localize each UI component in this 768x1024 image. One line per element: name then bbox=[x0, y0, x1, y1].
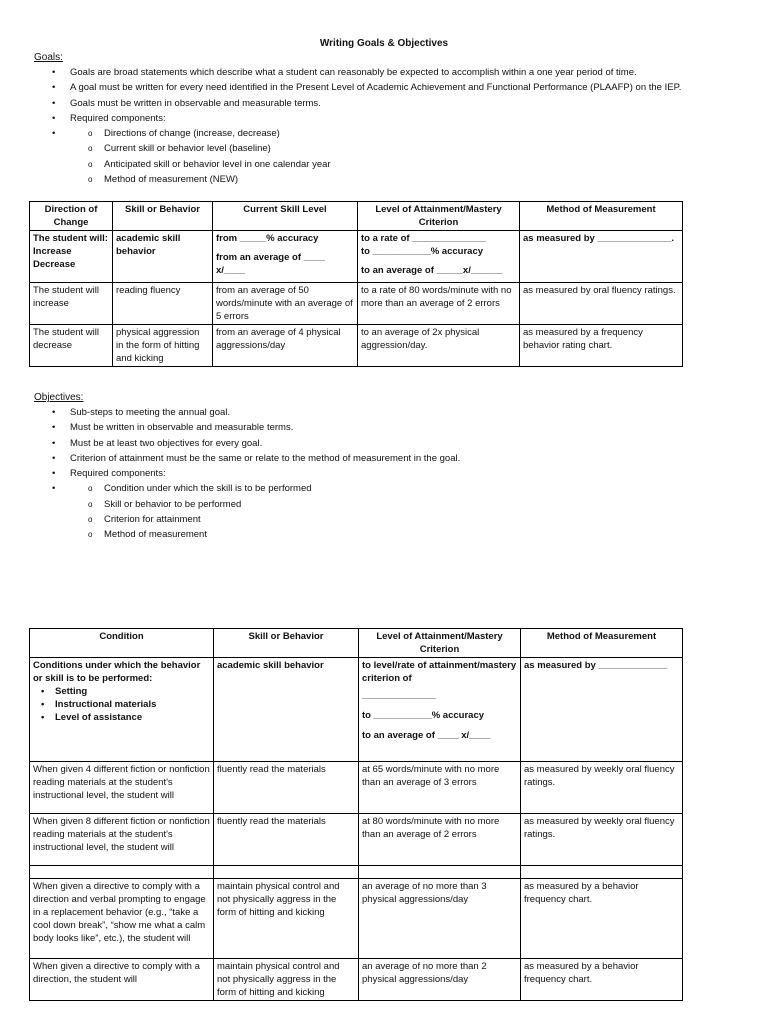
condition-cell: When given a directive to comply with a direction and verbal prompting to engage in a replacement behavior (e.g., “take a cool down break”, “show me what a calm body looks like”, etc.), the student will bbox=[30, 879, 214, 959]
skill-cell: reading fluency bbox=[113, 283, 213, 325]
skill-cell: fluently read the materials bbox=[214, 814, 359, 866]
attain-cell: to a rate of 80 words/minute with no more than an average of 2 errors bbox=[358, 283, 520, 325]
condition-cell: When given 4 different fiction or nonfiction reading materials at the student's instructional level, the student will bbox=[30, 762, 214, 814]
list-item: o Method of measurement (NEW) bbox=[52, 172, 752, 187]
method-cell: as measured by a frequency behavior rating chart. bbox=[520, 325, 683, 367]
attain-line: ______________ bbox=[362, 690, 436, 701]
condition-items bbox=[33, 685, 210, 724]
empty-cell bbox=[30, 866, 214, 879]
table-row bbox=[30, 231, 683, 283]
condition-text: Conditions under which the behavior or skill is to be performed: bbox=[33, 660, 201, 684]
list-item: o Current skill or behavior level (baseline) bbox=[52, 141, 752, 156]
table-row bbox=[30, 814, 683, 866]
list-item: • Instructional materials bbox=[55, 698, 210, 711]
empty-cell bbox=[359, 866, 521, 879]
attain-line: to level/rate of attainment/mastery criterion of bbox=[362, 660, 517, 684]
method-cell: as measured by weekly oral fluency ratings. bbox=[521, 762, 683, 814]
skill-cell: academic skill behavior bbox=[113, 231, 213, 283]
method-cell: as measured by a behavior frequency chart. bbox=[521, 959, 683, 1001]
current-line: from an average of ____ x/____ bbox=[216, 252, 325, 276]
attain-cell: an average of no more than 2 physical aggressions/day bbox=[359, 959, 521, 1001]
list-item: • Goals are broad statements which describe what a student can reasonably be expected to accomplish within a one year period of time. bbox=[52, 65, 752, 80]
list-item: • Criterion of attainment must be the same or relate to the method of measurement in the goal. bbox=[52, 451, 752, 466]
list-item: • Setting bbox=[55, 685, 210, 698]
list-item: • Must be at least two objectives for every goal. bbox=[52, 436, 752, 451]
method-cell: as measured by weekly oral fluency ratings. bbox=[521, 814, 683, 866]
table-header: Skill or Behavior bbox=[113, 202, 213, 231]
table-row bbox=[30, 283, 683, 325]
condition-cell: When given a directive to comply with a direction, the student will bbox=[30, 959, 214, 1001]
goals-list bbox=[52, 65, 752, 187]
page-title: Writing Goals & Objectives bbox=[319, 38, 449, 49]
list-item: • Goals must be written in observable and measurable terms. bbox=[52, 96, 752, 111]
condition-cell bbox=[30, 658, 214, 762]
attain-line: to an average of _____x/______ bbox=[361, 265, 503, 276]
list-item: o Skill or behavior to be performed bbox=[52, 497, 752, 512]
method-cell: as measured by oral fluency ratings. bbox=[520, 283, 683, 325]
table-row bbox=[30, 762, 683, 814]
direction-line: Decrease bbox=[33, 259, 76, 270]
direction-cell: The student will decrease bbox=[30, 325, 113, 367]
attain-line: to an average of ____ x/____ bbox=[362, 730, 491, 741]
current-cell: from an average of 50 words/minute with an average of 5 errors bbox=[213, 283, 358, 325]
list-item: o Method of measurement bbox=[52, 527, 752, 542]
current-cell bbox=[213, 231, 358, 283]
attain-cell: at 65 words/minute with no more than an average of 3 errors bbox=[359, 762, 521, 814]
empty-cell bbox=[521, 866, 683, 879]
table-header: Skill or Behavior bbox=[214, 629, 359, 658]
skill-cell: physical aggression in the form of hitting and kicking bbox=[113, 325, 213, 367]
direction-cell: The student will increase bbox=[30, 283, 113, 325]
list-item: o • Condition under which the skill is to be performed bbox=[52, 481, 752, 496]
skill-cell: maintain physical control and not physically aggress in the form of hitting and kicking bbox=[214, 959, 359, 1001]
objectives-list bbox=[52, 405, 752, 543]
attain-line: to ___________% accuracy bbox=[362, 710, 485, 721]
table-header: Level of Attainment/Mastery Criterion bbox=[358, 202, 520, 231]
table-row bbox=[30, 325, 683, 367]
direction-line: Increase bbox=[33, 246, 72, 257]
goals-heading: Goals: bbox=[34, 52, 63, 63]
method-cell: as measured by ______________. bbox=[520, 231, 683, 283]
table-header: Method of Measurement bbox=[520, 202, 683, 231]
goal-table bbox=[29, 201, 683, 367]
list-item: • Sub-steps to meeting the annual goal. bbox=[52, 405, 752, 420]
objective-table bbox=[29, 628, 683, 1001]
objectives-heading: Objectives: bbox=[34, 392, 84, 403]
skill-cell: maintain physical control and not physically aggress in the form of hitting and kicking bbox=[214, 879, 359, 959]
list-item: • Required components: bbox=[52, 111, 752, 126]
empty-cell bbox=[214, 866, 359, 879]
goals-components bbox=[52, 126, 752, 187]
direction-cell bbox=[30, 231, 113, 283]
method-cell: as measured by _____________ bbox=[521, 658, 683, 762]
table-header: Current Skill Level bbox=[213, 202, 358, 231]
list-item: • Must be written in observable and measurable terms. bbox=[52, 420, 752, 435]
attain-cell: at 80 words/minute with no more than an average of 2 errors bbox=[359, 814, 521, 866]
table-row bbox=[30, 879, 683, 959]
table-header: Condition bbox=[30, 629, 214, 658]
attain-line: to a rate of ______________ bbox=[361, 233, 487, 244]
list-item: o Anticipated skill or behavior level in one calendar year bbox=[52, 157, 752, 172]
table-header: Direction of Change bbox=[30, 202, 113, 231]
condition-cell: When given 8 different fiction or nonfiction reading materials at the student's instructional level, the student will bbox=[30, 814, 214, 866]
table-row bbox=[30, 959, 683, 1001]
list-item: • Required components: bbox=[52, 466, 752, 481]
current-line: from _____% accuracy bbox=[216, 233, 319, 244]
list-item: • A goal must be written for every need identified in the Present Level of Academic Achievement and Functional Performance (PLAAFP) on the IEP. bbox=[52, 80, 752, 95]
list-item: o Criterion for attainment bbox=[52, 512, 752, 527]
table-row bbox=[30, 658, 683, 762]
attain-cell bbox=[358, 231, 520, 283]
direction-line: The student will: bbox=[33, 233, 108, 244]
skill-cell: fluently read the materials bbox=[214, 762, 359, 814]
attain-cell: an average of no more than 3 physical aggressions/day bbox=[359, 879, 521, 959]
method-cell: as measured by a behavior frequency chart. bbox=[521, 879, 683, 959]
attain-cell bbox=[359, 658, 521, 762]
current-cell: from an average of 4 physical aggressions/day bbox=[213, 325, 358, 367]
table-header: Method of Measurement bbox=[521, 629, 683, 658]
attain-line: to ___________% accuracy bbox=[361, 246, 484, 257]
table-header: Level of Attainment/Mastery Criterion bbox=[359, 629, 521, 658]
table-row bbox=[30, 866, 683, 879]
objectives-components bbox=[52, 481, 752, 542]
list-item: o • Directions of change (increase, decrease) bbox=[52, 126, 752, 141]
list-item: • Level of assistance bbox=[55, 711, 210, 724]
attain-cell: to an average of 2x physical aggression/day. bbox=[358, 325, 520, 367]
skill-cell: academic skill behavior bbox=[214, 658, 359, 762]
